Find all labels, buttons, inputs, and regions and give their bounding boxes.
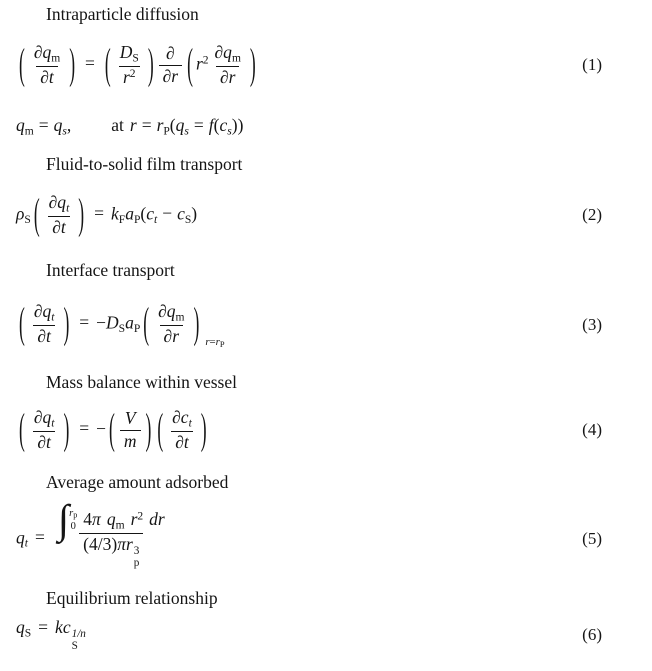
minus-sign: − bbox=[96, 312, 107, 333]
equation-1-row bbox=[0, 33, 652, 97]
left-paren: ( bbox=[19, 38, 25, 89]
sub-F: F bbox=[118, 213, 126, 226]
r-var: r bbox=[125, 533, 133, 554]
r-var: r bbox=[130, 508, 138, 529]
q-var: q bbox=[53, 114, 63, 135]
partial-t: ∂t bbox=[37, 325, 51, 346]
equation-5 bbox=[16, 495, 171, 570]
equation-4-number: (4) bbox=[582, 420, 602, 439]
rho-var: ρ bbox=[16, 203, 25, 224]
c-var: c bbox=[62, 617, 71, 638]
sub-t: t bbox=[188, 417, 192, 430]
right-paren: ) bbox=[193, 297, 200, 348]
equals-sign: = bbox=[94, 203, 104, 224]
equation-6 bbox=[16, 617, 86, 652]
q-var: q bbox=[16, 617, 25, 638]
pi-var: π bbox=[117, 533, 126, 554]
partial-r: ∂r bbox=[219, 66, 236, 87]
equation-1 bbox=[16, 38, 259, 89]
sub-m: m bbox=[175, 311, 185, 324]
fraction-dqm-dr bbox=[154, 301, 188, 348]
frac-denominator bbox=[33, 431, 55, 454]
section-heading-average-adsorbed: Average amount adsorbed bbox=[46, 472, 229, 492]
right-paren: ) bbox=[191, 203, 198, 224]
f-function: f bbox=[208, 114, 214, 135]
sub-s: s bbox=[227, 125, 232, 138]
equation-2-row bbox=[0, 183, 652, 247]
right-paren: ) bbox=[200, 403, 207, 454]
r-var: r bbox=[205, 336, 210, 349]
frac-numerator bbox=[211, 42, 245, 66]
fraction-dqm-dr bbox=[211, 42, 245, 89]
fraction-dqt-dt bbox=[30, 407, 59, 454]
section-heading-mass-balance: Mass balance within vessel bbox=[46, 372, 237, 392]
sup-sub-stack bbox=[72, 629, 86, 653]
sub-P: P bbox=[163, 125, 170, 138]
equals-sign: = bbox=[34, 527, 45, 547]
sup-1-over-n: 1/n bbox=[71, 628, 86, 641]
partial-q: ∂q bbox=[158, 300, 176, 321]
m-var: m bbox=[123, 430, 137, 451]
frac-denominator bbox=[48, 216, 70, 239]
partial-q: ∂q bbox=[33, 406, 52, 427]
r-var: r bbox=[69, 507, 74, 519]
equals-sign: = bbox=[38, 617, 49, 638]
boundary-condition-row bbox=[0, 111, 652, 141]
equals-sign: = bbox=[141, 114, 152, 135]
frac-denominator bbox=[119, 66, 140, 89]
equals-sign: = bbox=[79, 312, 90, 333]
partial-q: ∂q bbox=[214, 41, 232, 62]
left-paren: ( bbox=[140, 203, 147, 224]
left-paren: ( bbox=[19, 403, 25, 454]
c-var: c bbox=[146, 203, 154, 224]
equation-5-row bbox=[0, 495, 652, 579]
integral-limits bbox=[69, 509, 77, 533]
sub-s: s bbox=[184, 125, 189, 138]
c-var: c bbox=[177, 203, 185, 224]
frac-numerator bbox=[154, 301, 188, 325]
boundary-condition bbox=[16, 115, 243, 137]
q-var: q bbox=[16, 114, 25, 135]
frac-denominator bbox=[79, 533, 143, 569]
equation-6-number: (6) bbox=[582, 625, 602, 644]
q-var: q bbox=[16, 527, 25, 547]
fraction-dqm-dt bbox=[30, 42, 64, 89]
right-paren: ) bbox=[69, 38, 76, 89]
left-paren: ( bbox=[143, 297, 150, 348]
equation-4-row bbox=[0, 399, 652, 461]
partial-t: ∂t bbox=[37, 431, 51, 452]
frac-numerator bbox=[30, 301, 59, 325]
fraction-Ds-r2 bbox=[116, 42, 143, 89]
q-var: q bbox=[106, 508, 116, 529]
equation-2 bbox=[16, 188, 198, 239]
sub-S: S bbox=[24, 627, 32, 640]
sub-m: m bbox=[24, 125, 34, 138]
equals-sign: = bbox=[85, 53, 95, 74]
frac-denominator bbox=[33, 325, 55, 348]
equation-3 bbox=[16, 297, 225, 350]
r-var: r bbox=[195, 53, 203, 74]
sub-S: S bbox=[118, 322, 126, 335]
frac-denominator bbox=[36, 66, 58, 89]
right-paren: ) bbox=[237, 114, 244, 135]
equals-sign: = bbox=[209, 336, 216, 349]
sub-t: t bbox=[51, 311, 55, 324]
partial-r: ∂r bbox=[162, 65, 179, 86]
sub-S: S bbox=[24, 213, 31, 226]
section-heading-equilibrium: Equilibrium relationship bbox=[46, 588, 218, 608]
left-paren: ( bbox=[187, 38, 193, 89]
equation-4 bbox=[16, 403, 210, 454]
sup-2: 2 bbox=[129, 67, 136, 80]
fraction-dqt-dt bbox=[45, 192, 74, 239]
sub-S: S bbox=[71, 639, 78, 652]
right-paren: ) bbox=[147, 38, 154, 89]
partial-q: ∂q bbox=[33, 300, 52, 321]
frac-denominator bbox=[159, 65, 182, 88]
upper-limit bbox=[69, 509, 77, 520]
partial-t: ∂t bbox=[175, 431, 189, 452]
frac-numerator bbox=[30, 42, 64, 66]
sub-P: P bbox=[133, 213, 141, 226]
r-var: r bbox=[156, 114, 164, 135]
partial-t: ∂t bbox=[40, 66, 54, 87]
sub-t: t bbox=[66, 202, 70, 215]
equation-5-number: (5) bbox=[582, 529, 602, 548]
section-heading-fluid-to-solid: Fluid-to-solid film transport bbox=[46, 154, 243, 174]
sub-t: t bbox=[51, 417, 55, 430]
sub-p: p bbox=[133, 556, 140, 569]
equation-1-number: (1) bbox=[582, 55, 602, 74]
right-paren: ) bbox=[249, 38, 256, 89]
sub-s: s bbox=[62, 125, 67, 138]
sub-S: S bbox=[184, 213, 192, 226]
sup-sub-stack bbox=[134, 546, 140, 570]
partial-c: ∂c bbox=[172, 406, 189, 427]
equation-3-row bbox=[0, 289, 652, 361]
fraction-d-dr bbox=[159, 43, 182, 88]
right-paren: ) bbox=[231, 114, 238, 135]
frac-denominator bbox=[160, 325, 183, 348]
dr-differential: dr bbox=[149, 508, 165, 529]
r-var: r bbox=[122, 66, 130, 87]
comma: , bbox=[66, 114, 72, 135]
sub-S: S bbox=[132, 52, 139, 65]
equals-sign: = bbox=[193, 114, 204, 135]
right-paren: ) bbox=[63, 403, 70, 454]
left-paren: ( bbox=[33, 188, 40, 239]
fraction-integral bbox=[54, 495, 169, 570]
D-var: D bbox=[106, 312, 119, 333]
four-thirds-ratio: (4/3) bbox=[83, 533, 118, 554]
left-paren: ( bbox=[169, 114, 176, 135]
D-coefficient: D bbox=[119, 41, 133, 62]
frac-numerator bbox=[168, 407, 196, 431]
equals-sign: = bbox=[79, 418, 90, 439]
frac-denominator bbox=[171, 431, 193, 454]
fraction-V-m bbox=[120, 408, 141, 453]
partial-symbol: ∂ bbox=[166, 42, 175, 63]
partial-q: ∂q bbox=[48, 191, 67, 212]
k-var: k bbox=[110, 203, 119, 224]
left-paren: ( bbox=[109, 403, 115, 454]
sub-m: m bbox=[51, 52, 61, 65]
frac-numerator bbox=[121, 408, 140, 430]
left-paren: ( bbox=[19, 297, 25, 348]
sup-2: 2 bbox=[202, 54, 209, 67]
four-digit: 4 bbox=[83, 508, 93, 529]
sub-p: p bbox=[73, 510, 78, 520]
left-paren: ( bbox=[157, 403, 164, 454]
q-var: q bbox=[175, 114, 185, 135]
minus-sign: − bbox=[96, 418, 107, 439]
right-paren: ) bbox=[63, 297, 70, 348]
evaluated-at-condition bbox=[205, 336, 224, 348]
sup-3: 3 bbox=[133, 544, 140, 557]
sub-m: m bbox=[231, 52, 241, 65]
lower-limit: 0 bbox=[70, 521, 76, 533]
frac-numerator bbox=[116, 42, 143, 66]
right-paren: ) bbox=[78, 188, 85, 239]
equation-3-number: (3) bbox=[582, 315, 602, 334]
frac-denominator bbox=[216, 66, 239, 89]
frac-numerator bbox=[30, 407, 59, 431]
partial-t: ∂t bbox=[52, 216, 66, 237]
sub-t: t bbox=[24, 537, 28, 550]
frac-denominator bbox=[120, 430, 141, 453]
c-var: c bbox=[219, 114, 228, 135]
fraction-dqt-dt bbox=[30, 301, 59, 348]
at-word: at bbox=[111, 114, 124, 135]
k-var: k bbox=[55, 617, 63, 638]
pi-var: π bbox=[92, 508, 101, 529]
r-var: r bbox=[129, 114, 137, 135]
sub-P: P bbox=[219, 339, 225, 350]
equation-2-number: (2) bbox=[582, 205, 602, 224]
sub-P: P bbox=[133, 322, 141, 335]
right-paren: ) bbox=[145, 403, 152, 454]
V-var: V bbox=[124, 407, 136, 428]
section-heading-interface-transport: Interface transport bbox=[46, 260, 175, 280]
equals-sign: = bbox=[38, 114, 49, 135]
frac-numerator: ∫ rp 0 4π qm $r^2$ dr bbox=[57, 495, 165, 542]
sup-2: 2 bbox=[137, 510, 144, 523]
left-paren: ( bbox=[213, 114, 220, 135]
equation-6-row bbox=[0, 617, 652, 653]
a-var: a bbox=[125, 312, 134, 333]
partial-r: ∂r bbox=[163, 325, 180, 346]
frac-numerator bbox=[45, 192, 74, 216]
sub-m: m bbox=[115, 519, 125, 532]
a-var: a bbox=[125, 203, 134, 224]
left-paren: ( bbox=[104, 38, 111, 89]
section-heading-intraparticle-diffusion: Intraparticle diffusion bbox=[46, 4, 199, 24]
minus-sign: − bbox=[162, 203, 173, 224]
frac-numerator bbox=[162, 43, 179, 65]
partial-q: ∂q bbox=[33, 41, 52, 62]
fraction-dct-dt bbox=[168, 407, 196, 454]
r-var: r bbox=[215, 336, 220, 349]
sub-t: t bbox=[153, 213, 158, 226]
